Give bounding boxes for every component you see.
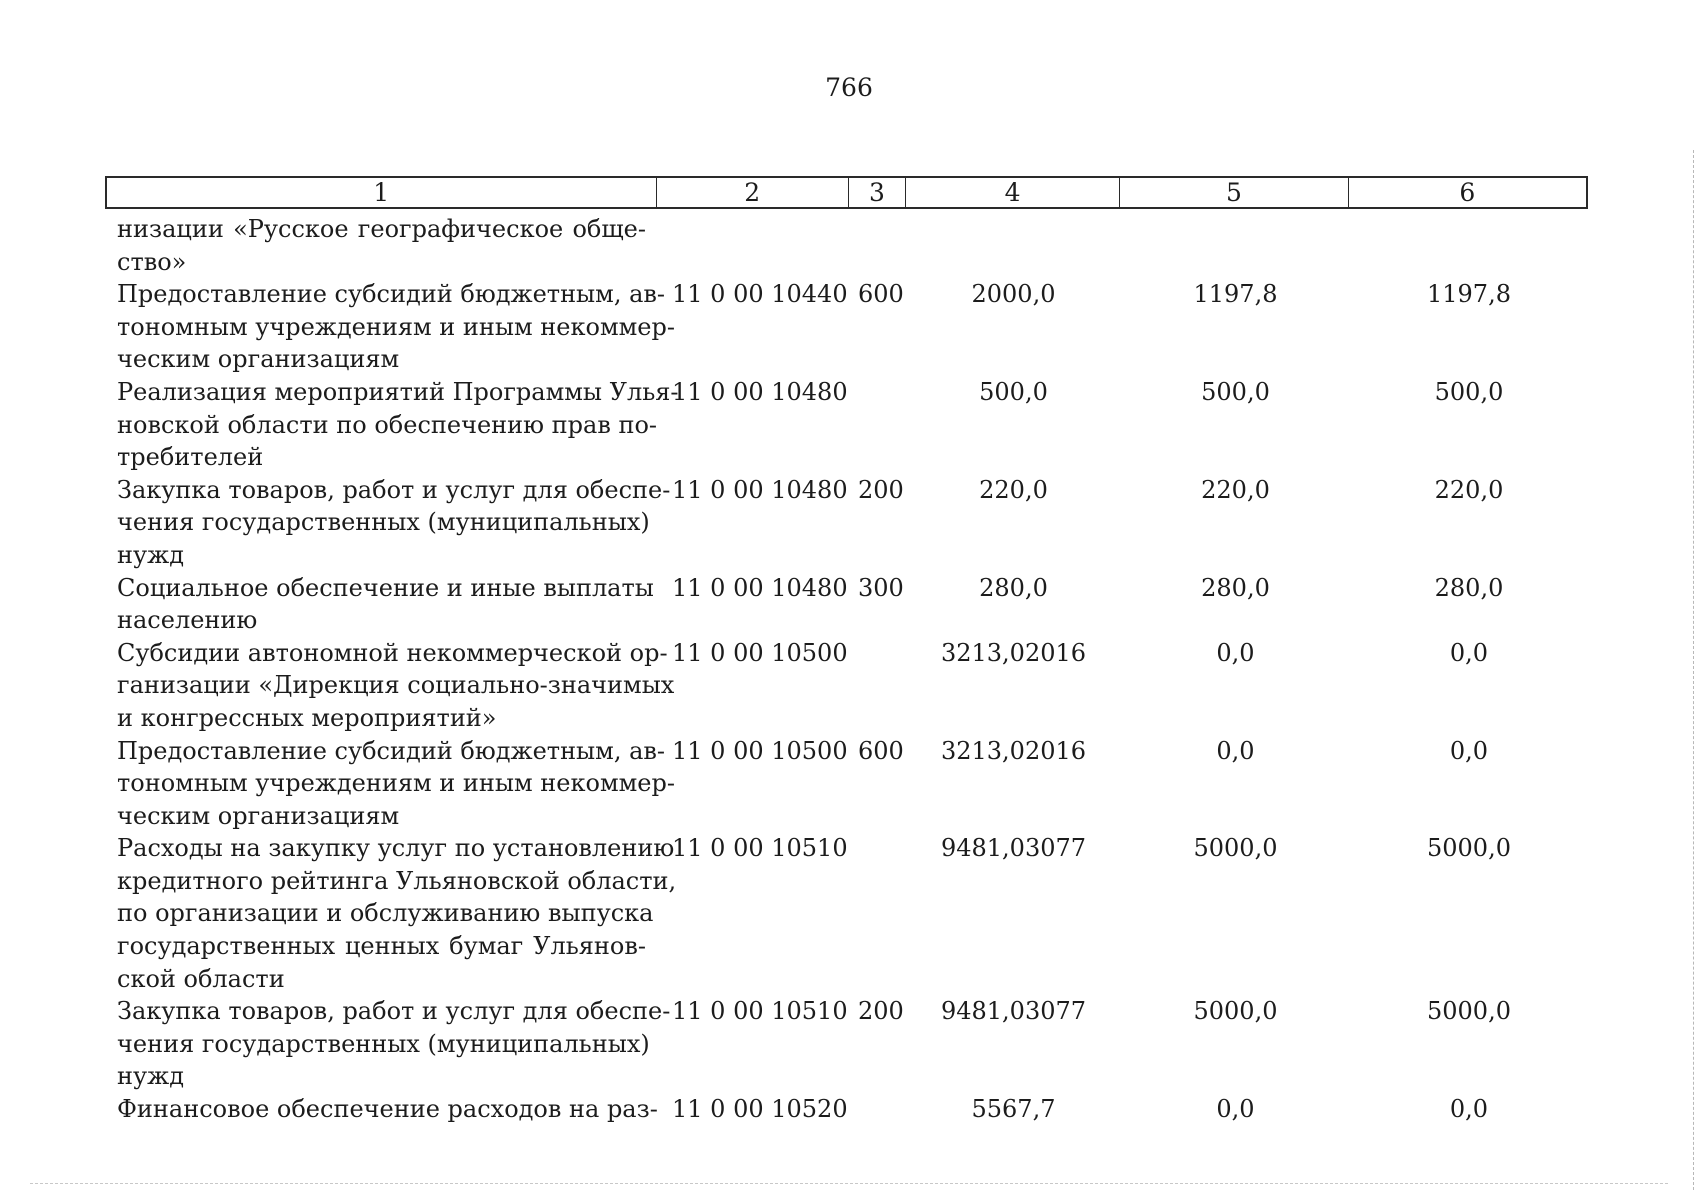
amount-col6-cell: 220,0	[1434, 475, 1504, 504]
description-line: Реализация мероприятий Программы Улья-	[117, 377, 679, 406]
description-line: кредитного рейтинга Ульяновской области,	[117, 866, 677, 895]
table-row	[105, 995, 1588, 1093]
budget-code-cell: 11 0 00 10440	[672, 280, 848, 309]
description-cell	[105, 278, 675, 376]
description-line: требителей	[117, 443, 264, 472]
description-line: чения государственных (муниципальных)	[117, 1029, 650, 1058]
expense-type-cell: 200	[858, 997, 904, 1026]
amount-col6-cell: 1197,8	[1427, 280, 1511, 309]
amount-col6-cell: 0,0	[1449, 736, 1489, 765]
description-line: Финансовое обеспечение расходов на раз-	[117, 1095, 658, 1124]
amount-col6-cell: 0,0	[1449, 638, 1489, 667]
budget-code-cell: 11 0 00 10510	[672, 997, 848, 1026]
description-line: Социальное обеспечение и иные выплаты	[117, 573, 654, 602]
amount-col5-cell: 1197,8	[1193, 280, 1278, 309]
description-line: низации «Русское географическое обще-	[117, 215, 646, 243]
amount-col6-cell: 500,0	[1434, 377, 1504, 406]
amount-col4-cell: 5567,7	[971, 1095, 1056, 1124]
expense-type-cell: 600	[858, 280, 904, 309]
column-header-4: 4	[906, 178, 1120, 207]
description-cell	[105, 213, 656, 278]
table-row	[105, 832, 1588, 995]
description-line: Расходы на закупку услуг по установлению	[117, 834, 675, 863]
table-row	[105, 474, 1588, 572]
description-line: населению	[117, 606, 258, 635]
description-line: по организации и обслуживанию выпуска	[117, 899, 654, 928]
amount-col5-cell: 280,0	[1201, 573, 1270, 602]
description-line: Субсидии автономной некоммерческой ор-	[117, 638, 668, 667]
budget-code-cell: 11 0 00 10480	[672, 475, 848, 504]
column-header-6: 6	[1459, 178, 1476, 207]
budget-code-cell: 11 0 00 10500	[672, 638, 848, 667]
amount-col6-cell: 5000,0	[1427, 997, 1511, 1026]
expense-type-cell: 600	[858, 736, 904, 765]
description-line: тономным учреждениям и иным некоммер-	[117, 312, 675, 341]
description-cell	[105, 376, 679, 474]
description-line: новской области по обеспечению прав по-	[117, 410, 658, 439]
scan-edge-line	[1692, 150, 1694, 1190]
description-cell	[105, 474, 671, 572]
amount-col4-cell: 500,0	[979, 377, 1048, 406]
expense-type-cell: 300	[858, 573, 904, 602]
table-row	[105, 1093, 1588, 1126]
description-line: и конгрессных мероприятий»	[117, 703, 497, 732]
budget-code-cell: 11 0 00 10520	[672, 1095, 848, 1124]
table-row	[105, 376, 1588, 474]
amount-col4-cell: 3213,02016	[940, 638, 1087, 667]
description-cell	[105, 735, 675, 833]
amount-col5-cell: 0,0	[1216, 736, 1255, 765]
column-header-3: 3	[849, 178, 906, 207]
description-line: Закупка товаров, работ и услуг для обеспе-	[117, 475, 671, 504]
description-line: ской области	[117, 964, 285, 993]
description-line: нужд	[117, 1062, 184, 1091]
description-line: ство»	[117, 247, 187, 276]
description-cell	[105, 1093, 656, 1126]
budget-code-cell: 11 0 00 10500	[672, 736, 848, 765]
budget-code-cell: 11 0 00 10510	[672, 834, 848, 863]
table-header	[105, 176, 1588, 209]
amount-col5-cell: 5000,0	[1193, 997, 1278, 1026]
amount-col5-cell: 220,0	[1201, 475, 1270, 504]
table-row	[105, 278, 1588, 376]
description-line: чения государственных (муниципальных)	[117, 508, 650, 537]
column-header-5: 5	[1120, 178, 1348, 207]
description-line: тономным учреждениям и иным некоммер-	[117, 769, 675, 798]
description-line: ческим организациям	[117, 345, 400, 374]
budget-code-cell: 11 0 00 10480	[672, 573, 848, 602]
description-line: ческим организациям	[117, 801, 400, 830]
amount-col5-cell: 5000,0	[1193, 834, 1278, 863]
description-line: нужд	[117, 540, 184, 569]
description-cell	[105, 637, 675, 735]
amount-col4-cell: 220,0	[979, 475, 1048, 504]
description-line: ганизации «Дирекция социально-значимых	[117, 671, 675, 700]
budget-code-cell: 11 0 00 10480	[672, 377, 848, 406]
table-body	[105, 213, 1588, 1126]
expense-type-cell: 200	[858, 475, 904, 504]
description-line: Предоставление субсидий бюджетным, ав-	[117, 280, 666, 309]
description-cell	[105, 832, 677, 995]
column-header-1: 1	[107, 178, 657, 207]
table-row	[105, 572, 1588, 637]
amount-col6-cell: 5000,0	[1427, 834, 1511, 863]
amount-col4-cell: 2000,0	[971, 280, 1056, 309]
description-cell	[105, 995, 671, 1093]
amount-col6-cell: 280,0	[1434, 573, 1504, 602]
amount-col5-cell: 500,0	[1201, 377, 1270, 406]
amount-col4-cell: 280,0	[979, 573, 1048, 602]
table-row	[105, 735, 1588, 833]
amount-col5-cell: 0,0	[1216, 638, 1255, 667]
page-number: 766	[825, 73, 873, 102]
description-line: Закупка товаров, работ и услуг для обеспе-	[117, 997, 671, 1026]
amount-col4-cell: 3213,02016	[940, 736, 1087, 765]
description-line: Предоставление субсидий бюджетным, ав-	[117, 736, 666, 765]
amount-col5-cell: 0,0	[1216, 1095, 1255, 1124]
table-row	[105, 213, 1588, 278]
scan-bottom-line	[30, 1183, 1668, 1184]
amount-col6-cell: 0,0	[1449, 1095, 1489, 1124]
description-line: государственных ценных бумаг Ульянов-	[117, 932, 646, 961]
column-header-2: 2	[657, 178, 849, 207]
table-row	[105, 637, 1588, 735]
description-cell	[105, 572, 656, 637]
amount-col4-cell: 9481,03077	[940, 997, 1087, 1026]
amount-col4-cell: 9481,03077	[940, 834, 1087, 863]
